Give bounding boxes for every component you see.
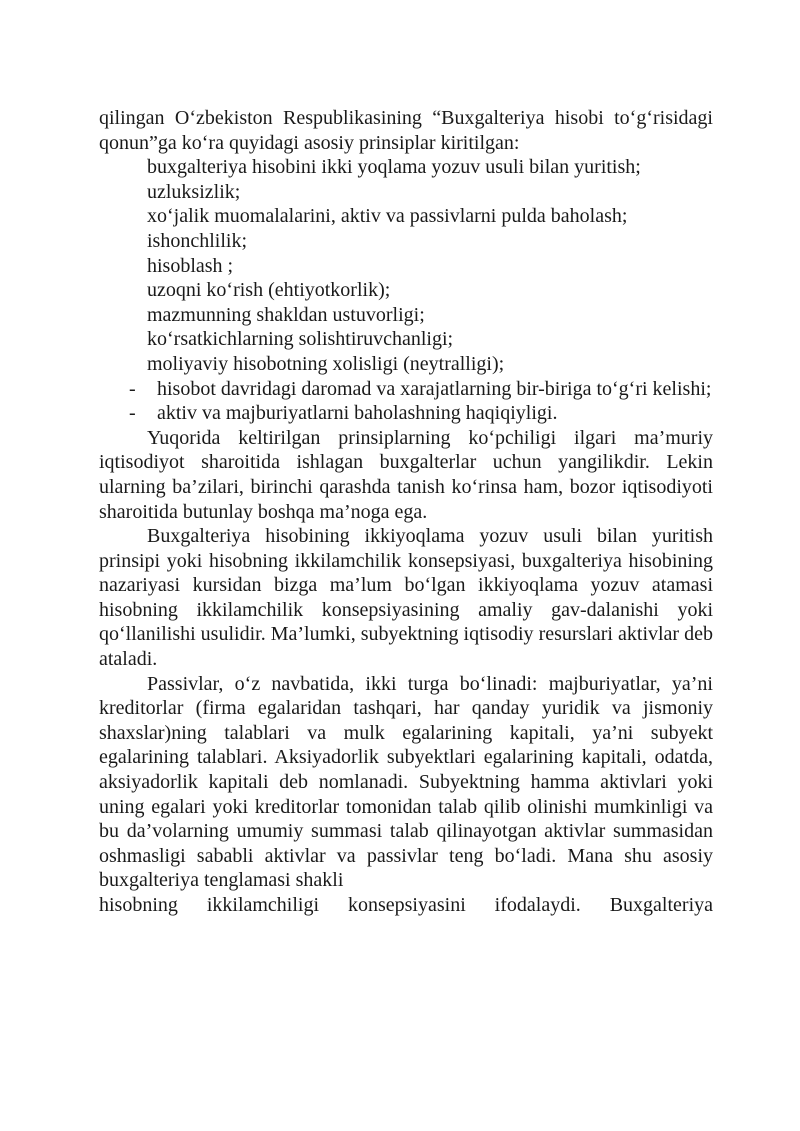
principle-item: moliyaviy hisobotning xolisligi (neytralligi); <box>147 352 505 375</box>
principles-list <box>99 155 713 376</box>
body-paragraph-1: Yuqorida keltirilgan prinsiplarning ko‘pchiligi ilgari ma’muriy iqtisodiyot sharoitida ishlagan buxgalterlar uchun yangilikdir. Lekin ularning ba’zilari, birinchi qarashda tanish ko‘rinsa ham, bozor iqtisodiyoti sharoitida butunlay boshqa ma’noga ega. <box>99 426 713 523</box>
dash-marker: - <box>129 402 136 425</box>
dash-marker: - <box>129 377 136 400</box>
principle-item: buxgalteriya hisobini ikki yoqlama yozuv usuli bilan yuritish; <box>147 156 641 179</box>
body-paragraph-2: Buxgalteriya hisobining ikkiyoqlama yozuv usuli bilan yuritish prinsipi yoki hisobning ikkilamchilik konsepsiyasi, buxgalteriya hisobining nazariyasi kursidan bizga ma’lum bo‘lgan ikkiyoqlama yozuv atamasi hisobning ikkilamchilik konsepsiyasining amaliy gav-dalanishi yoki qo‘llanilishi usulidir. Ma’lumki, subyektning iqtisodiy resurslari aktivlar deb ataladi. <box>99 525 713 671</box>
principle-item: uzluksizlik; <box>147 180 241 203</box>
dash-list <box>99 377 713 426</box>
document-body <box>99 106 713 918</box>
principle-item: xo‘jalik muomalalarini, aktiv va passivlarni pulda baholash; <box>147 205 628 228</box>
principle-item: uzoqni ko‘rish (ehtiyotkorlik); <box>147 279 391 302</box>
dash-item-text: aktiv va majburiyatlarni baholashning haqiqiyligi. <box>157 402 558 425</box>
principle-item: hisoblash ; <box>147 254 234 277</box>
principle-item: ko‘rsatkichlarning solishtiruvchanligi; <box>147 328 454 351</box>
principle-item: ishonchlilik; <box>147 229 247 252</box>
dash-item-text: hisobot davridagi daromad va xarajatlarning bir-biriga to‘g‘ri kelishi; <box>157 377 712 400</box>
body-paragraph-3-last-line: hisobning ikkilamchiligi konsepsiyasini ifodalaydi. Buxgalteriya <box>99 894 713 916</box>
dash-list-item <box>99 401 713 426</box>
dash-list-item <box>99 377 713 402</box>
body-paragraph-3: Passivlar, o‘z navbatida, ikki turga bo‘linadi: majburiyatlar, ya’ni kreditorlar (firma egalaridan tashqari, har qanday yuridik va jismoniy shaxslar)ning talablari va mulk egalarining kapitali, ya’ni subyekt egalarining talablari. Aksiyadorlik subyektlari egalarining kapitali, odatda, aksiyadorlik kapitali deb nomlanadi. Subyektning hamma aktivlari yoki uning egalari yoki kreditorlar tomonidan talab qilib olinishi mumkinligi va bu da’volarning umumiy summasi talab qilinayotgan aktivlar summasidan oshmasligi sababli aktivlar va passivlar teng bo‘ladi. Mana shu asosiy buxgalteriya tenglamasi shakli <box>99 672 713 892</box>
principle-item: mazmunning shakldan ustuvorligi; <box>147 303 425 326</box>
intro-paragraph: qilingan O‘zbekiston Respublikasining “Buxgalteriya hisobi to‘g‘risidagi qonun”ga ko‘ra quyidagi asosiy prinsiplar kiritilgan: <box>99 107 713 154</box>
